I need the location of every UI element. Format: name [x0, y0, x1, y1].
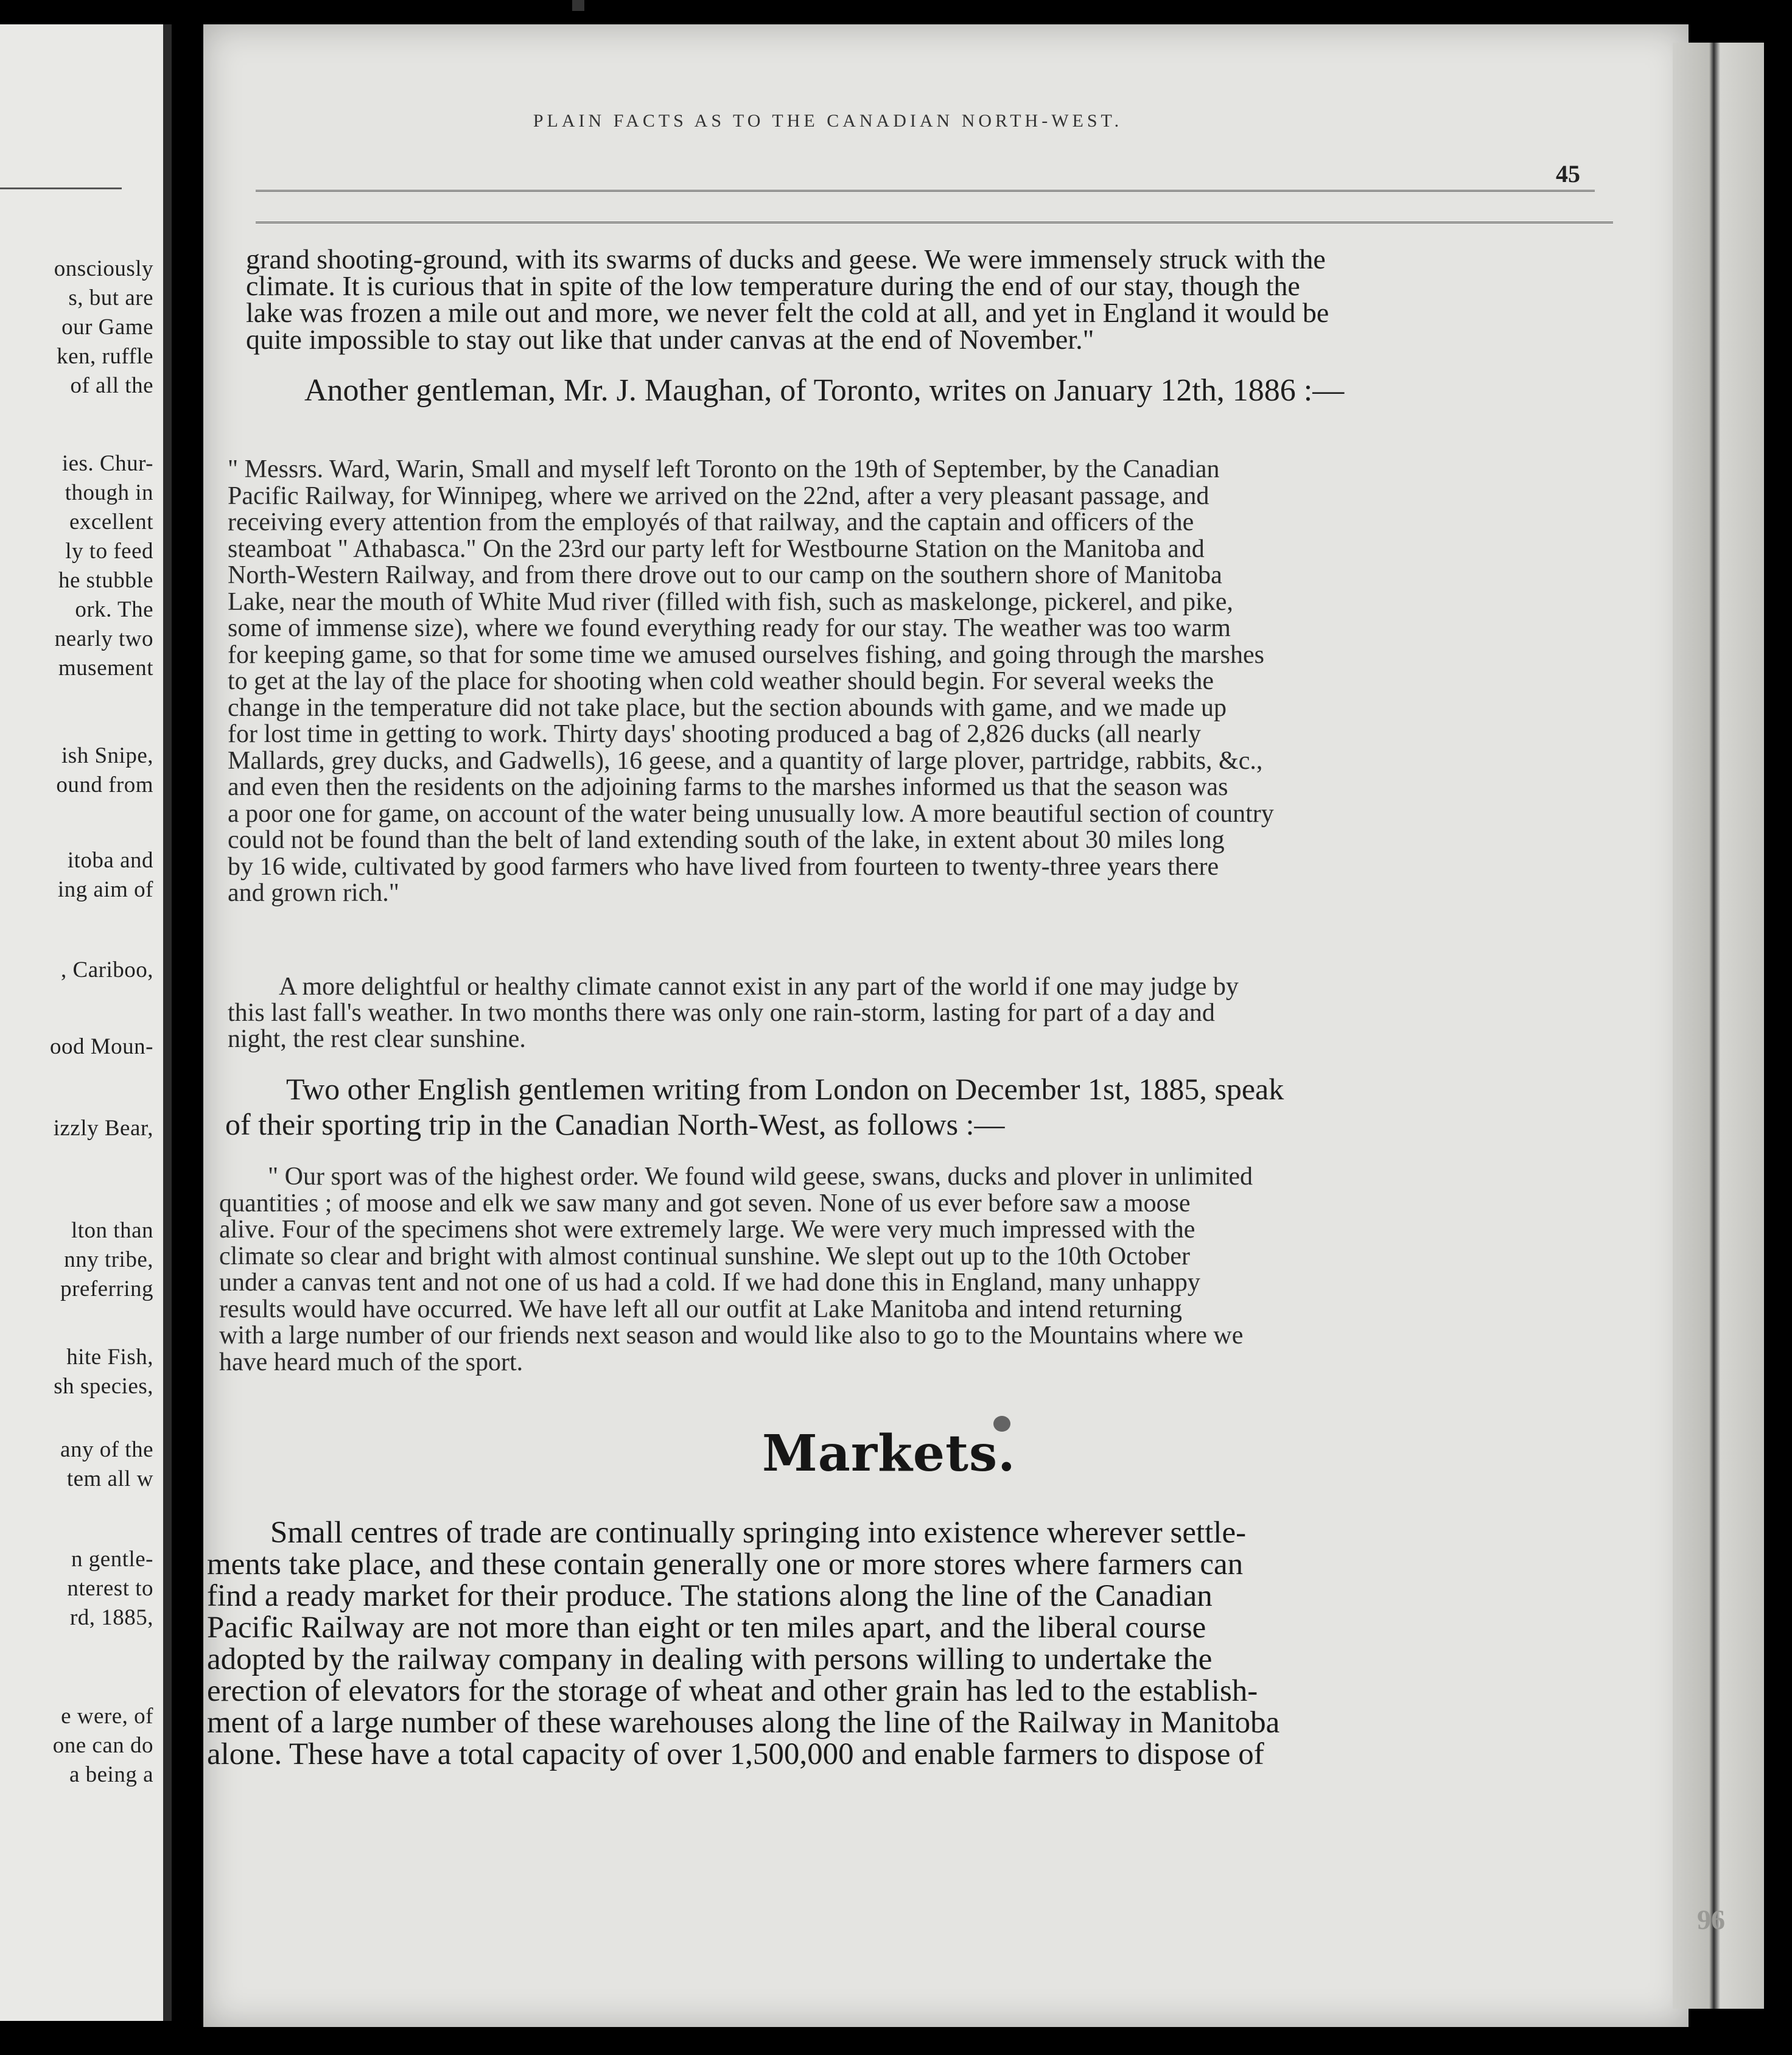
left-page-fragment: though in — [65, 480, 153, 505]
text-line: lake was frozen a mile out and more, we never felt the cold at all, and yet in England it would be — [246, 297, 1329, 328]
text-line: this last fall's weather. In two months there was only one rain-storm, lasting for part of a day and — [228, 999, 1215, 1027]
text-line: " Our sport was of the highest order. We found wild geese, swans, ducks and plover in unlimited — [268, 1163, 1253, 1191]
text-line: for lost time in getting to work. Thirty days' shooting produced a bag of 2,826 ducks (all nearly — [228, 720, 1201, 748]
text-line: " Messrs. Ward, Warin, Small and myself left Toronto on the 19th of September, by the Canadian — [228, 455, 1220, 483]
text-line: steamboat " Athabasca." On the 23rd our party left for Westbourne Station on the Manitoba and — [228, 534, 1205, 563]
left-page-fragment: of all the — [70, 373, 153, 398]
left-page-fragment: ish Snipe, — [61, 743, 153, 768]
left-page-fragment: nearly two — [54, 626, 153, 651]
left-page-fragment: ly to feed — [65, 539, 153, 564]
text-line: night, the rest clear sunshine. — [228, 1025, 526, 1053]
left-page-fragment: ies. Chur- — [61, 451, 153, 476]
text-line: Another gentleman, Mr. J. Maughan, of Toronto, writes on January 12th, 1886 :— — [304, 373, 1345, 408]
intro-maughan — [304, 373, 1528, 409]
left-page-fragment: hite Fish, — [66, 1345, 153, 1370]
text-line: with a large number of our friends next season and would like also to go to the Mountains where we — [219, 1322, 1244, 1350]
left-page-fragment: onsciously — [54, 256, 153, 281]
intro-english-gentlemen — [225, 1071, 1564, 1142]
left-page-fragment: izzly Bear, — [53, 1116, 153, 1141]
left-page-fragment: itoba and — [67, 848, 153, 873]
text-line: adopted by the railway company in dealing with persons willing to undertake the — [207, 1642, 1213, 1676]
text-line: Two other English gentlemen writing from London on December 1st, 1885, speak — [286, 1072, 1284, 1106]
text-line: Pacific Railway, for Winnipeg, where we arrived on the 22nd, after a very pleasant passage, and — [228, 481, 1209, 510]
text-line: find a ready market for their produce. The stations along the line of the Canadian — [207, 1579, 1213, 1613]
left-page-fragment: one can do — [52, 1733, 153, 1758]
text-line: erection of elevators for the storage of wheat and other grain has led to the establish- — [207, 1674, 1258, 1708]
text-line: climate. It is curious that in spite of the low temperature during the end of our stay, though the — [246, 270, 1300, 301]
text-line: ments take place, and these contain generally one or more stores where farmers can — [207, 1547, 1244, 1581]
text-line: and even then the residents on the adjoining farms to the marshes informed us that the season was — [228, 773, 1228, 801]
paragraph-climate — [228, 974, 1573, 1052]
left-page-fragment: nny tribe, — [64, 1247, 153, 1272]
left-page-fragment: sh species, — [54, 1374, 153, 1399]
text-line: some of immense size), where we found everything ready for our stay. The weather was too warm — [228, 614, 1231, 642]
header-rule-lower — [256, 222, 1613, 223]
left-page-fragment: musement — [58, 656, 153, 681]
text-line: Lake, near the mouth of White Mud river (filled with fish, such as maskelonge, pickerel, and pike, — [228, 587, 1233, 616]
text-line: change in the temperature did not take place, but the section abounds with game, and we made up — [228, 693, 1227, 722]
quote-english-gentlemen — [219, 1164, 1570, 1376]
left-page-fragment: preferring — [60, 1276, 153, 1301]
left-page-fragment: ood Moun- — [50, 1034, 153, 1059]
left-page-fragment: ound from — [56, 772, 153, 797]
text-line: grand shooting-ground, with its swarms of ducks and geese. We were immensely struck with the — [246, 243, 1326, 275]
left-page-fragment: e were, of — [61, 1704, 153, 1729]
left-page-fragment: rd, 1885, — [69, 1605, 153, 1630]
text-line: Pacific Railway are not more than eight or ten miles apart, and the liberal course — [207, 1611, 1206, 1645]
left-page-fragment: ken, ruffle — [57, 344, 153, 369]
left-page-fragment: our Game — [61, 315, 153, 340]
left-facing-page — [0, 24, 172, 2021]
left-page-fragment: tem all w — [66, 1466, 153, 1491]
text-line: of their sporting trip in the Canadian North-West, as follows :— — [225, 1107, 1005, 1141]
text-line: receiving every attention from the employés of that railway, and the captain and officers of the — [228, 508, 1194, 536]
left-page-fragment: ork. The — [75, 597, 153, 622]
left-page-fragment: nterest to — [67, 1576, 153, 1601]
text-line: ment of a large number of these warehouses along the line of the Railway in Manitoba — [207, 1706, 1280, 1740]
text-line: alone. These have a total capacity of over 1,500,000 and enable farmers to dispose of — [207, 1737, 1264, 1771]
page-edge — [1673, 43, 1764, 2009]
text-line: quite impossible to stay out like that under canvas at the end of November." — [246, 324, 1094, 355]
left-page-fragment: n gentle- — [71, 1547, 153, 1572]
quote-continued — [246, 243, 1594, 355]
left-page-fragment: ing aim of — [57, 877, 153, 902]
left-page-fragment: he stubble — [58, 568, 153, 593]
text-line: quantities ; of moose and elk we saw many and got seven. None of us ever before saw a moose — [219, 1189, 1191, 1217]
left-page-fragment: s, but are — [68, 285, 153, 310]
left-page-fragment: excellent — [69, 509, 153, 534]
text-line: and grown rich." — [228, 879, 399, 907]
left-page-fragment: any of the — [60, 1437, 153, 1462]
quote-maughan — [228, 457, 1597, 907]
text-line: could not be found than the belt of land extending south of the lake, in extent about 30 miles long — [228, 826, 1225, 854]
left-page-rule — [0, 187, 122, 189]
paragraph-markets — [207, 1517, 1555, 1770]
left-page-fragment: , Cariboo, — [61, 957, 153, 982]
page-number: 45 — [1556, 160, 1580, 187]
section-heading-markets: Markets. — [762, 1424, 1016, 1483]
ghost-page-mark: 96 — [1697, 1904, 1725, 1935]
running-head: PLAIN FACTS AS TO THE CANADIAN NORTH-WEST. — [533, 111, 1123, 131]
text-line: Mallards, grey ducks, and Gadwells), 16 geese, and a quantity of large plover, partridge, rabbits, &c., — [228, 746, 1263, 775]
text-line: North-Western Railway, and from there drove out to our camp on the southern shore of Manitoba — [228, 561, 1222, 589]
text-line: by 16 wide, cultivated by good farmers who have lived from fourteen to twenty-three years there — [228, 852, 1219, 881]
text-line: A more delightful or healthy climate cannot exist in any part of the world if one may judge by — [279, 973, 1239, 1001]
text-line: a poor one for game, on account of the water being unusually low. A more beautiful section of country — [228, 799, 1274, 828]
ink-smudge — [572, 0, 584, 11]
left-page-fragment: a being a — [69, 1762, 153, 1787]
text-line: for keeping game, so that for some time we amused ourselves fishing, and going through the marshes — [228, 640, 1264, 669]
left-page-fragment: lton than — [71, 1218, 153, 1243]
text-line: have heard much of the sport. — [219, 1348, 523, 1376]
text-line: alive. Four of the specimens shot were extremely large. We were very much impressed with the — [219, 1216, 1195, 1244]
header-rule — [256, 190, 1595, 192]
text-line: climate so clear and bright with almost continual sunshine. We slept out up to the 10th October — [219, 1242, 1191, 1270]
text-line: results would have occurred. We have left all our outfit at Lake Manitoba and intend returning — [219, 1295, 1182, 1323]
text-line: Small centres of trade are continually springing into existence wherever settle- — [270, 1516, 1247, 1550]
text-line: to get at the lay of the place for shooting when cold weather should begin. For several weeks the — [228, 667, 1214, 695]
text-line: under a canvas tent and not one of us had a cold. If we had done this in England, many unhappy — [219, 1269, 1200, 1297]
